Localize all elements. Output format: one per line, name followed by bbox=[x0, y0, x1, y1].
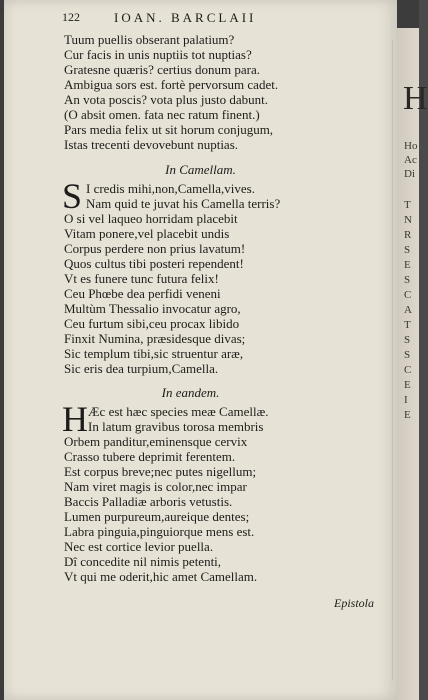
poem-line: Nam viret magis is color,nec impar bbox=[64, 479, 247, 494]
facing-page-fragment: E bbox=[404, 259, 411, 271]
poem-line: Quos cultus tibi posteri rependent! bbox=[64, 256, 244, 271]
facing-page-fragment: T bbox=[404, 199, 411, 211]
poem-line: Lumen purpureum,aureique dentes; bbox=[64, 509, 250, 524]
page-gutter-shadow bbox=[392, 40, 393, 680]
facing-page-fragment: S bbox=[404, 244, 411, 256]
poem-line: Labra pinguia,pinguiorque mens est. bbox=[64, 524, 255, 539]
poem-line: Ceu furtum sibi,ceu procax libido bbox=[64, 316, 240, 331]
facing-page-fragment: I bbox=[404, 394, 408, 406]
poem-line: Nam quid te juvat his Camella terris? bbox=[86, 196, 281, 211]
poem-line: Vitam ponere,vel placebit undis bbox=[64, 226, 230, 241]
facing-page-fragment: Ho bbox=[404, 140, 418, 152]
facing-page-fragment: C bbox=[404, 364, 412, 376]
poem-line: Æc est hæc species meæ Camellæ. bbox=[88, 404, 269, 419]
drop-cap: H bbox=[62, 399, 88, 439]
facing-page-fragment: N bbox=[404, 214, 412, 226]
poem-line: I credis mihi,non,Camella,vives. bbox=[86, 181, 255, 196]
author-name: IOAN. BARCLAII bbox=[114, 10, 257, 25]
poem-line: An vota poscis? vota plus justo dabunt. bbox=[64, 92, 269, 107]
poem-line: Multùm Thessalio invocatur agro, bbox=[64, 301, 241, 316]
facing-page-fragment: Di bbox=[404, 168, 415, 180]
poem-line: Pars media felix ut sit horum conjugum, bbox=[64, 122, 274, 137]
poem-line: Tuum puellis obserant palatium? bbox=[64, 32, 235, 47]
poem-line: Sic eris dea turpium,Camella. bbox=[64, 361, 219, 376]
facing-page-fragment: S bbox=[404, 274, 411, 286]
poem-line: Cur facis in unis nuptiis tot nuptias? bbox=[64, 47, 252, 62]
book-page bbox=[4, 0, 397, 700]
catchword: Epistola bbox=[334, 596, 375, 610]
poem-line: In latum gravibus torosa membris bbox=[88, 419, 264, 434]
facing-page-initial: H bbox=[403, 80, 428, 117]
poem-line: Sic templum tibi,sic struentur aræ, bbox=[64, 346, 244, 361]
drop-cap: S bbox=[62, 176, 83, 216]
poem-line: (O absit omen. fata nec ratum finent.) bbox=[64, 107, 260, 122]
poem-title: In Camellam. bbox=[165, 162, 236, 177]
poem-line: Est corpus breve;nec putes nigellum; bbox=[64, 464, 257, 479]
poem-line: Finxit Numina, præsidesque divas; bbox=[64, 331, 246, 346]
facing-page-fragment: R bbox=[404, 229, 412, 241]
facing-page-fragment: E bbox=[404, 409, 411, 421]
poem-line: Orbem panditur,eminensque cervix bbox=[64, 434, 248, 449]
poem-line: Crasso tubere deprimit ferentem. bbox=[64, 449, 236, 464]
poem-line: Nec est cortice levior puella. bbox=[64, 539, 214, 554]
poem-line: Vt qui me oderit,hic amet Camellam. bbox=[64, 569, 258, 584]
page-number: 122 bbox=[62, 10, 80, 24]
facing-page-fragment: S bbox=[404, 334, 411, 346]
facing-page-fragment: T bbox=[404, 319, 411, 331]
poem-line: Vt es funere tunc futura felix! bbox=[64, 271, 219, 286]
poem-line: Ambigua sors est. fortè pervorsum cadet. bbox=[64, 77, 279, 92]
facing-page-fragment: C bbox=[404, 289, 412, 301]
poem-line: Baccis Palladiæ arboris vetustis. bbox=[64, 494, 233, 509]
poem-line: Istas trecenti devovebunt nuptias. bbox=[64, 137, 239, 152]
poem-line: Ceu Phœbe dea perfidi veneni bbox=[64, 286, 221, 301]
poem-title: In eandem. bbox=[161, 385, 220, 400]
facing-page-edge bbox=[397, 28, 428, 700]
facing-page-fragment: A bbox=[404, 304, 412, 316]
facing-page-fragment: Ac bbox=[404, 154, 417, 166]
poem-line: Gratesne quæris? certius donum para. bbox=[64, 62, 261, 77]
poem-line: O si vel laqueo horridam placebit bbox=[64, 211, 238, 226]
facing-page-fragment: E bbox=[404, 379, 411, 391]
poem-line: Corpus perdere non prius lavatum! bbox=[64, 241, 246, 256]
poem-line: Dî concedite nil nimis petenti, bbox=[64, 554, 222, 569]
running-head bbox=[62, 10, 392, 28]
facing-page-fragment: S bbox=[404, 349, 411, 361]
